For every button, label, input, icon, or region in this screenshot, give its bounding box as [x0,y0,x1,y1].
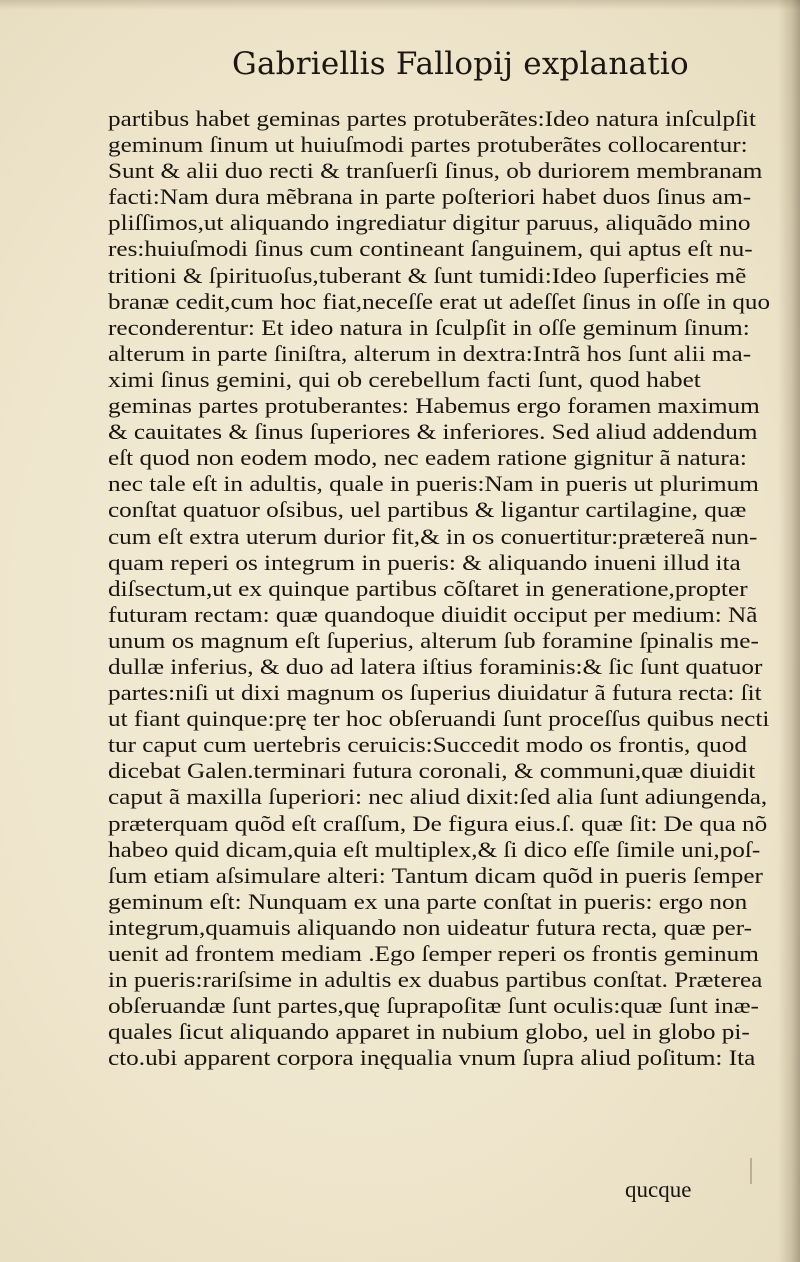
text-line: geminum ſinum ut huiuſmodi partes protuberãtes collocarentur: [108,132,748,158]
text-line: uenit ad frontem mediam .Ego ſemper reperi os frontis geminum [108,941,759,966]
text-line: dicebat Galen.terminari futura coronali, & communi,quæ diuidit [108,758,756,784]
text-line: habeo quid dicam,quia eſt multiplex,& ſi dico eſſe ſimile uni,poſ- [108,836,761,862]
catchword: qucque [625,1177,692,1202]
text-line: facti:Nam dura mẽbrana in parte poſteriori habet duos ſinus am- [108,184,752,210]
text-line: conſtat quatuor oſsibus, uel partibus & ligantur cartilagine, quæ [108,497,747,523]
text-line: futuram rectam: quæ quandoque diuidit occiput per medium: Nã [108,601,758,627]
text-line: quam reperi os integrum in pueris: & aliquando inueni illud ita [108,549,741,575]
page-top-edge [0,0,800,10]
text-line: geminas partes protuberantes: Habemus ergo foramen maximum [108,393,760,419]
text-line: & cauitates & ſinus ſuperiores & inferiores. Sed aliud addendum [108,419,758,445]
text-line: pliſſimos,ut aliquando ingrediatur digitur paruus, aliquãdo mino [108,210,751,236]
text-line: geminum eſt: Nunquam ex una parte conſtat in pueris: ergo non [108,888,748,914]
text-line: partibus habet geminas partes protuberãtes:Ideo natura inſculpſit [108,106,756,131]
text-line: ut fiant quinque:prę ter hoc obſeruandi ſunt proceſſus quibus necti [108,706,770,732]
text-line: branæ cedit,cum hoc fiat,neceſſe erat ut adeſſet ſinus in oſſe in quo [108,288,770,314]
text-line: nec tale eſt in adultis, quale in pueris:Nam in pueris ut plurimum [108,471,759,497]
text-line: partes:niſi ut dixi magnum os ſuperius diuidatur ã futura recta: ſit [108,680,762,706]
text-line: ximi ſinus gemini, qui ob cerebellum facti ſunt, quod habet [108,366,701,392]
text-line: in pueris:rariſsime in adultis ex duabus partibus conſtat. Præterea [108,967,763,993]
page-edge-mark [750,1158,752,1184]
text-line: ſum etiam aſsimulare alteri: Tantum dicam quõd in pueris ſemper [108,862,763,888]
text-line: reconderentur: Et ideo natura in ſculpſit in oſſe geminum ſinum: [108,314,750,340]
text-line: unum os magnum eſt ſuperius, alterum ſub foramine ſpinalis me- [108,627,759,653]
text-line: tur caput cum uertebris ceruicis:Succedit modo os frontis, quod [108,732,747,758]
text-line: cum eſt extra uterum durior fit,& in os conuertitur:prætereã nun- [108,523,758,549]
text-line: integrum,quamuis aliquando non uideatur futura recta, quæ per- [108,914,753,940]
text-line: obſeruandæ ſunt partes,quę ſuprapoſitæ ſunt oculis:quæ ſunt inæ- [108,993,759,1019]
text-line: caput ã maxilla ſuperiori: nec aliud dixit:ſed alia ſunt adiungenda, [108,784,768,810]
text-line: præterquam quõd eſt craſſum, De figura eius.ſ. quæ ſit: De qua nõ [108,810,768,836]
text-line: cto.ubi apparent corpora inęqualia vnum ſupra aliud poſitum: Ita [108,1045,756,1071]
binding-shadow [778,0,800,1262]
text-line: tritioni & ſpirituoſus,tuberant & ſunt tumidi:Ideo ſuperficies mẽ [108,262,747,288]
text-line: eſt quod non eodem modo, nec eadem ratione gignitur ã natura: [108,445,747,471]
text-line: quales ſicut aliquando apparet in nubium globo, uel in globo pi- [108,1019,750,1045]
body-text [108,106,770,1071]
text-line: dullæ inferius, & duo ad latera iſtius foraminis:& ſic ſunt quatuor [108,653,763,679]
running-title: Gabriellis Fallopij explanatio [232,46,689,82]
text-line: Sunt & alii duo recti & tranſuerſi ſinus, ob duriorem membranam [108,158,763,184]
text-line: alterum in parte ſiniſtra, alterum in dextra:Intrã hos ſunt alii ma- [108,340,752,366]
text-line: res:huiuſmodi ſinus cum contineant ſanguinem, qui aptus eſt nu- [108,236,753,262]
text-line: diſsectum,ut ex quinque partibus cõſtaret in generatione,propter [108,575,748,601]
